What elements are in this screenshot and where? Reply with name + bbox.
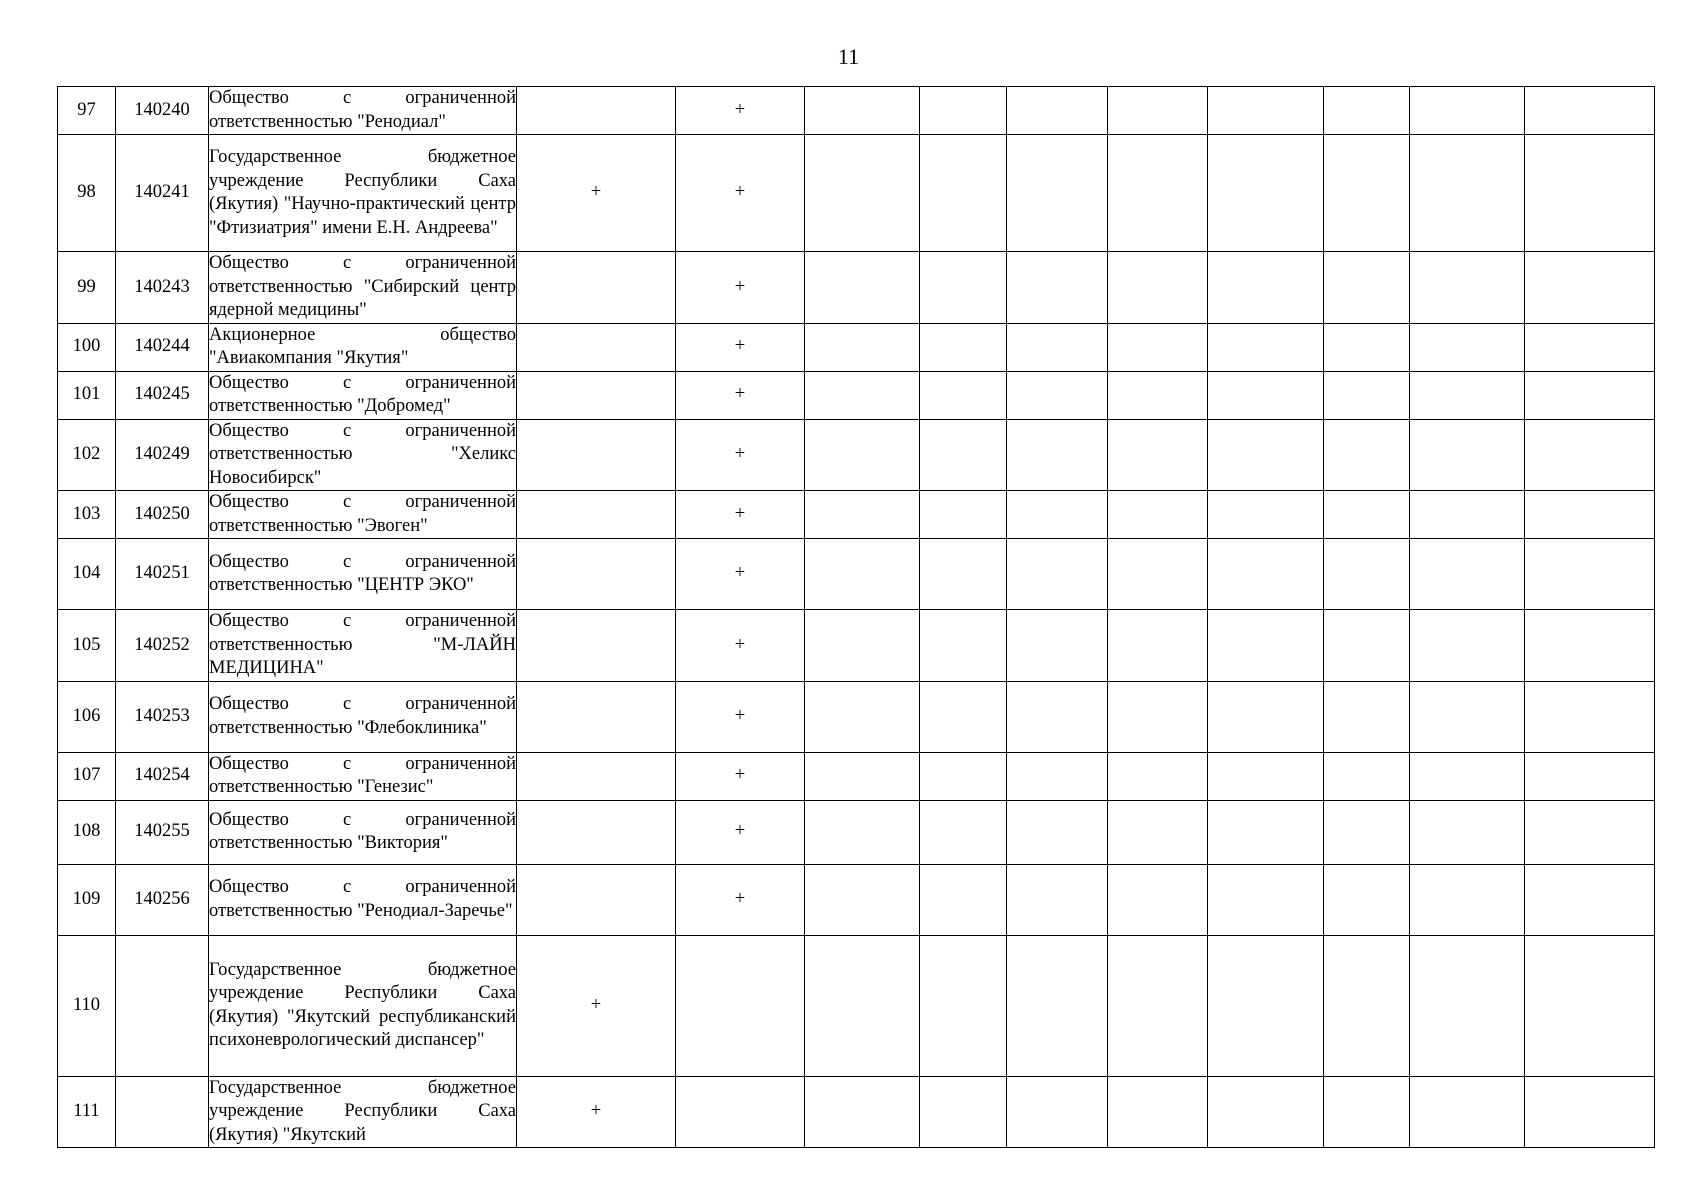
empty-cell — [920, 681, 1007, 752]
registry-code-cell: 140251 — [116, 539, 209, 610]
table-row — [58, 539, 1655, 610]
mark-cell: + — [676, 323, 805, 371]
empty-cell — [1324, 539, 1410, 610]
empty-cell — [1208, 371, 1324, 419]
table-row — [58, 681, 1655, 752]
empty-cell — [1410, 935, 1525, 1076]
empty-cell — [1410, 371, 1525, 419]
registry-code-cell: 140241 — [116, 135, 209, 252]
empty-cell — [1208, 491, 1324, 539]
table-row — [58, 323, 1655, 371]
mark-cell — [517, 252, 676, 324]
empty-cell — [1007, 323, 1108, 371]
mark-cell — [517, 681, 676, 752]
mark-cell: + — [517, 935, 676, 1076]
mark-cell: + — [676, 419, 805, 491]
empty-cell — [1108, 371, 1208, 419]
empty-cell — [1525, 752, 1655, 800]
empty-cell — [1410, 539, 1525, 610]
mark-cell: + — [676, 752, 805, 800]
empty-cell — [1007, 87, 1108, 135]
empty-cell — [1410, 419, 1525, 491]
empty-cell — [1525, 864, 1655, 935]
row-number-cell: 103 — [58, 491, 116, 539]
registry-code-cell: 140245 — [116, 371, 209, 419]
registry-code-cell — [116, 935, 209, 1076]
empty-cell — [1324, 935, 1410, 1076]
empty-cell — [1525, 87, 1655, 135]
registry-table — [57, 86, 1655, 1148]
empty-cell — [1324, 864, 1410, 935]
empty-cell — [1324, 800, 1410, 864]
mark-cell — [517, 539, 676, 610]
mark-cell — [517, 371, 676, 419]
registry-code-cell: 140256 — [116, 864, 209, 935]
organization-name-cell: Акционерное общество "Авиакомпания "Якутия" — [209, 323, 517, 371]
registry-code-cell: 140250 — [116, 491, 209, 539]
table-row — [58, 610, 1655, 682]
empty-cell — [1108, 252, 1208, 324]
empty-cell — [805, 252, 920, 324]
organization-name-cell: Государственное бюджетное учреждение Республики Саха (Якутия) "Научно-практический центр "Фтизиатрия" имени Е.Н. Андреева" — [209, 135, 517, 252]
mark-cell: + — [517, 1076, 676, 1148]
mark-cell — [517, 491, 676, 539]
mark-cell: + — [676, 135, 805, 252]
empty-cell — [1410, 252, 1525, 324]
empty-cell — [1208, 800, 1324, 864]
empty-cell — [1525, 371, 1655, 419]
empty-cell — [1324, 752, 1410, 800]
organization-name-cell: Общество с ограниченной ответственностью "Добромед" — [209, 371, 517, 419]
empty-cell — [1108, 610, 1208, 682]
empty-cell — [1208, 252, 1324, 324]
row-number-cell: 97 — [58, 87, 116, 135]
empty-cell — [1525, 539, 1655, 610]
mark-cell — [517, 419, 676, 491]
empty-cell — [1525, 935, 1655, 1076]
empty-cell — [1007, 1076, 1108, 1148]
mark-cell: + — [676, 252, 805, 324]
page-number: 11 — [837, 44, 860, 69]
row-number-cell: 101 — [58, 371, 116, 419]
mark-cell — [517, 752, 676, 800]
mark-cell: + — [676, 87, 805, 135]
row-number-cell: 110 — [58, 935, 116, 1076]
empty-cell — [1208, 1076, 1324, 1148]
empty-cell — [1525, 252, 1655, 324]
row-number-cell: 98 — [58, 135, 116, 252]
empty-cell — [1208, 419, 1324, 491]
table-row — [58, 800, 1655, 864]
empty-cell — [805, 610, 920, 682]
organization-name-cell: Общество с ограниченной ответственностью "Эвоген" — [209, 491, 517, 539]
empty-cell — [805, 323, 920, 371]
empty-cell — [1525, 419, 1655, 491]
empty-cell — [1108, 1076, 1208, 1148]
organization-name-cell: Общество с ограниченной ответственностью "ЦЕНТР ЭКО" — [209, 539, 517, 610]
mark-cell — [517, 610, 676, 682]
empty-cell — [1525, 491, 1655, 539]
organization-name-cell: Общество с ограниченной ответственностью "М-ЛАЙН МЕДИЦИНА" — [209, 610, 517, 682]
registry-code-cell: 140253 — [116, 681, 209, 752]
empty-cell — [920, 491, 1007, 539]
empty-cell — [805, 539, 920, 610]
mark-cell — [517, 864, 676, 935]
empty-cell — [1410, 752, 1525, 800]
empty-cell — [920, 323, 1007, 371]
empty-cell — [805, 864, 920, 935]
empty-cell — [1324, 371, 1410, 419]
empty-cell — [1324, 491, 1410, 539]
organization-name-cell: Государственное бюджетное учреждение Республики Саха (Якутия) "Якутский республиканский психоневрологический диспансер" — [209, 935, 517, 1076]
mark-cell: + — [676, 864, 805, 935]
row-number-cell: 104 — [58, 539, 116, 610]
empty-cell — [1208, 681, 1324, 752]
empty-cell — [920, 252, 1007, 324]
organization-name-cell: Общество с ограниченной ответственностью "Ренодиал-Заречье" — [209, 864, 517, 935]
empty-cell — [920, 610, 1007, 682]
registry-code-cell: 140252 — [116, 610, 209, 682]
mark-cell: + — [676, 371, 805, 419]
empty-cell — [1410, 491, 1525, 539]
empty-cell — [1007, 135, 1108, 252]
empty-cell — [1108, 752, 1208, 800]
mark-cell: + — [676, 491, 805, 539]
registry-code-cell: 140240 — [116, 87, 209, 135]
empty-cell — [1324, 681, 1410, 752]
table-row — [58, 419, 1655, 491]
empty-cell — [1108, 800, 1208, 864]
empty-cell — [1410, 87, 1525, 135]
empty-cell — [1108, 864, 1208, 935]
empty-cell — [1525, 135, 1655, 252]
empty-cell — [805, 681, 920, 752]
empty-cell — [1108, 935, 1208, 1076]
empty-cell — [1324, 135, 1410, 252]
empty-cell — [1208, 935, 1324, 1076]
mark-cell: + — [676, 539, 805, 610]
empty-cell — [1007, 539, 1108, 610]
empty-cell — [1007, 681, 1108, 752]
empty-cell — [920, 752, 1007, 800]
mark-cell: + — [676, 681, 805, 752]
empty-cell — [805, 419, 920, 491]
table-row — [58, 135, 1655, 252]
empty-cell — [920, 1076, 1007, 1148]
empty-cell — [1208, 610, 1324, 682]
empty-cell — [920, 935, 1007, 1076]
table-row — [58, 252, 1655, 324]
empty-cell — [1007, 491, 1108, 539]
row-number-cell: 100 — [58, 323, 116, 371]
row-number-cell: 102 — [58, 419, 116, 491]
empty-cell — [1108, 681, 1208, 752]
row-number-cell: 99 — [58, 252, 116, 324]
empty-cell — [1007, 419, 1108, 491]
empty-cell — [1007, 752, 1108, 800]
mark-cell — [517, 800, 676, 864]
empty-cell — [1324, 1076, 1410, 1148]
empty-cell — [805, 87, 920, 135]
empty-cell — [1208, 87, 1324, 135]
organization-name-cell: Общество с ограниченной ответственностью "Виктория" — [209, 800, 517, 864]
empty-cell — [920, 135, 1007, 252]
empty-cell — [920, 371, 1007, 419]
empty-cell — [1007, 864, 1108, 935]
empty-cell — [1208, 135, 1324, 252]
organization-name-cell: Общество с ограниченной ответственностью "Генезис" — [209, 752, 517, 800]
table-row — [58, 491, 1655, 539]
empty-cell — [1410, 1076, 1525, 1148]
empty-cell — [805, 491, 920, 539]
empty-cell — [1324, 610, 1410, 682]
empty-cell — [1007, 800, 1108, 864]
empty-cell — [920, 864, 1007, 935]
table-row — [58, 87, 1655, 135]
empty-cell — [805, 935, 920, 1076]
table-row — [58, 1076, 1655, 1148]
registry-code-cell: 140249 — [116, 419, 209, 491]
empty-cell — [1324, 87, 1410, 135]
empty-cell — [1410, 610, 1525, 682]
empty-cell — [1007, 935, 1108, 1076]
empty-cell — [1410, 800, 1525, 864]
mark-cell: + — [676, 610, 805, 682]
empty-cell — [1007, 371, 1108, 419]
table-row — [58, 752, 1655, 800]
empty-cell — [1525, 800, 1655, 864]
registry-code-cell — [116, 1076, 209, 1148]
table-row — [58, 935, 1655, 1076]
mark-cell — [676, 935, 805, 1076]
row-number-cell: 107 — [58, 752, 116, 800]
mark-cell — [517, 323, 676, 371]
empty-cell — [1108, 491, 1208, 539]
empty-cell — [1108, 419, 1208, 491]
empty-cell — [920, 87, 1007, 135]
empty-cell — [1208, 539, 1324, 610]
empty-cell — [1324, 252, 1410, 324]
empty-cell — [805, 752, 920, 800]
registry-body — [58, 87, 1655, 1148]
organization-name-cell: Общество с ограниченной ответственностью "Ренодиал" — [209, 87, 517, 135]
row-number-cell: 108 — [58, 800, 116, 864]
organization-name-cell: Государственное бюджетное учреждение Республики Саха (Якутия) "Якутский — [209, 1076, 517, 1148]
empty-cell — [1007, 252, 1108, 324]
empty-cell — [920, 800, 1007, 864]
empty-cell — [805, 1076, 920, 1148]
empty-cell — [1108, 87, 1208, 135]
mark-cell: + — [517, 135, 676, 252]
mark-cell — [676, 1076, 805, 1148]
organization-name-cell: Общество с ограниченной ответственностью "Хеликс Новосибирск" — [209, 419, 517, 491]
empty-cell — [1108, 539, 1208, 610]
empty-cell — [1410, 323, 1525, 371]
empty-cell — [805, 135, 920, 252]
row-number-cell: 109 — [58, 864, 116, 935]
empty-cell — [1324, 419, 1410, 491]
empty-cell — [1324, 323, 1410, 371]
registry-code-cell: 140254 — [116, 752, 209, 800]
row-number-cell: 106 — [58, 681, 116, 752]
empty-cell — [1410, 864, 1525, 935]
empty-cell — [1410, 681, 1525, 752]
empty-cell — [1525, 681, 1655, 752]
empty-cell — [1525, 610, 1655, 682]
registry-code-cell: 140244 — [116, 323, 209, 371]
empty-cell — [1108, 135, 1208, 252]
empty-cell — [920, 419, 1007, 491]
registry-code-cell: 140243 — [116, 252, 209, 324]
empty-cell — [920, 539, 1007, 610]
empty-cell — [1108, 323, 1208, 371]
row-number-cell: 105 — [58, 610, 116, 682]
organization-name-cell: Общество с ограниченной ответственностью "Флебоклиника" — [209, 681, 517, 752]
empty-cell — [1410, 135, 1525, 252]
empty-cell — [805, 371, 920, 419]
empty-cell — [1525, 323, 1655, 371]
registry-code-cell: 140255 — [116, 800, 209, 864]
row-number-cell: 111 — [58, 1076, 116, 1148]
empty-cell — [1208, 864, 1324, 935]
empty-cell — [1007, 610, 1108, 682]
mark-cell — [517, 87, 676, 135]
organization-name-cell: Общество с ограниченной ответственностью "Сибирский центр ядерной медицины" — [209, 252, 517, 324]
empty-cell — [805, 800, 920, 864]
table-row — [58, 371, 1655, 419]
mark-cell: + — [676, 800, 805, 864]
empty-cell — [1208, 752, 1324, 800]
empty-cell — [1525, 1076, 1655, 1148]
empty-cell — [1208, 323, 1324, 371]
table-row — [58, 864, 1655, 935]
